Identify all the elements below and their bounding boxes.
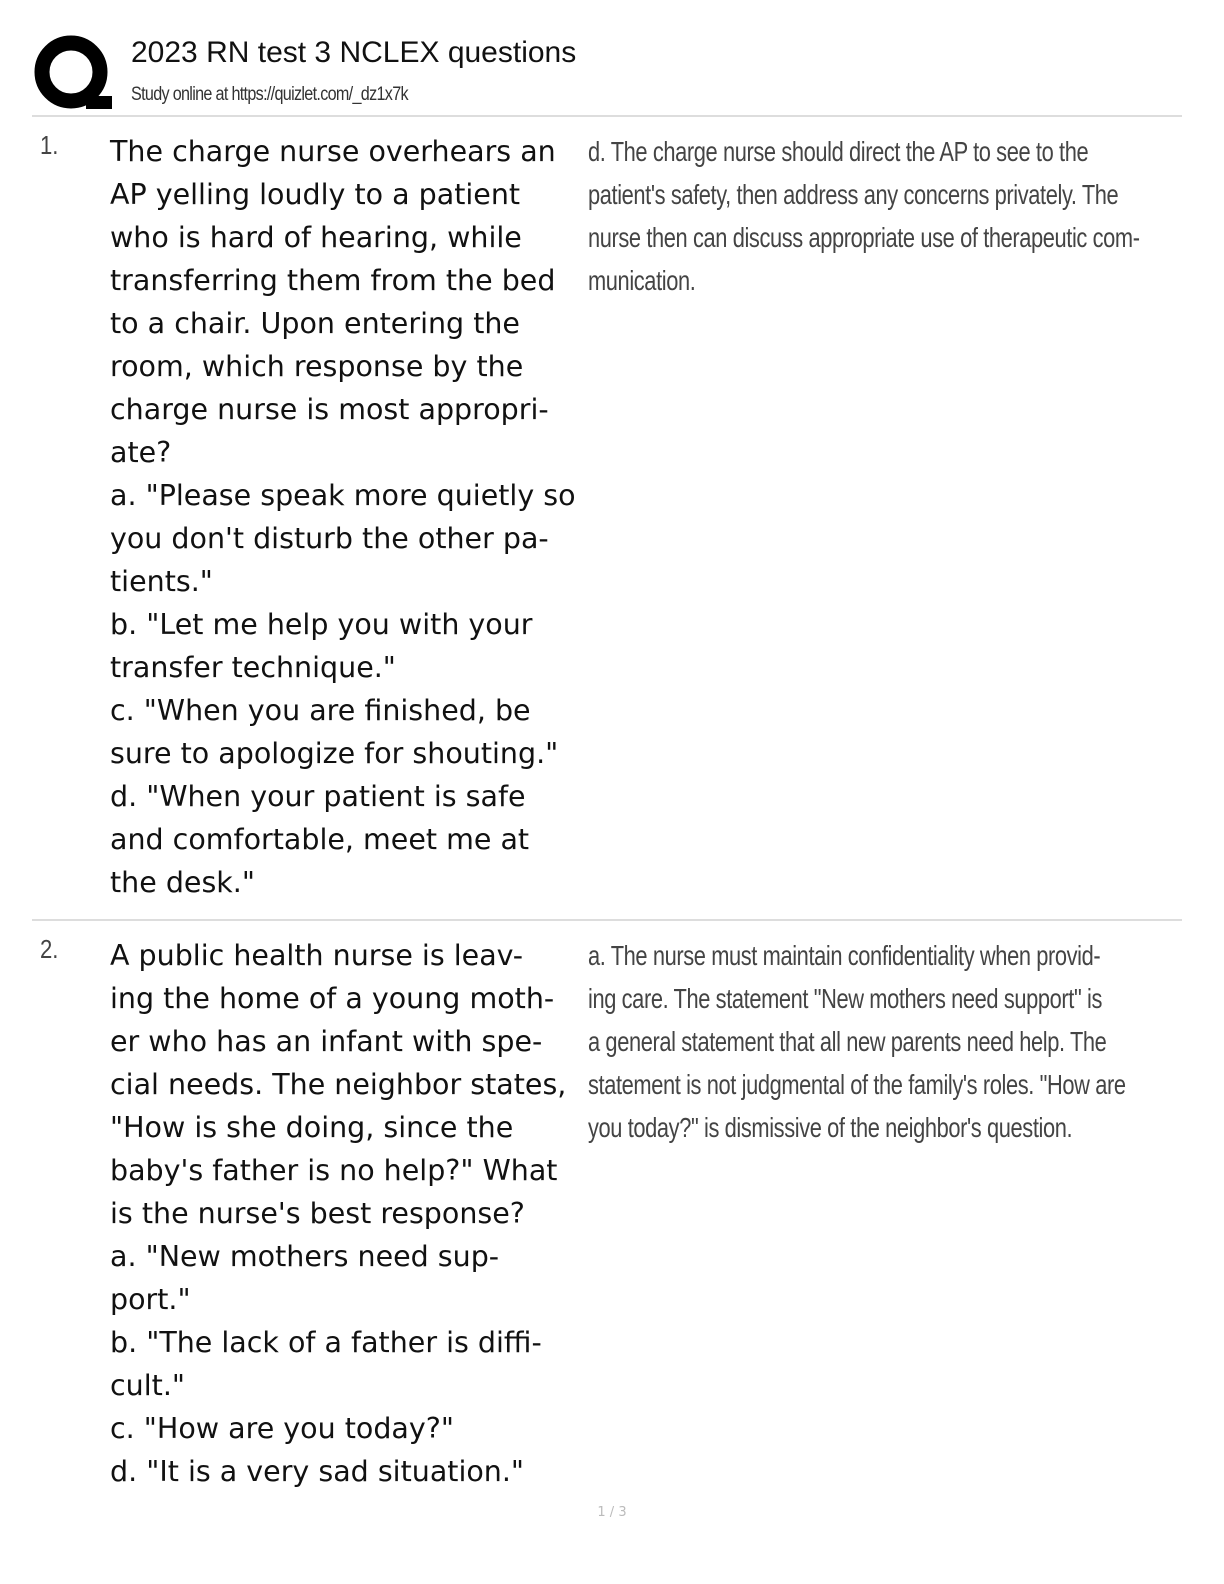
card-number: 2. <box>40 934 59 964</box>
document-title: 2023 RN test 3 NCLEX questions <box>131 36 577 69</box>
card-answer: a. The nurse must maintain confidentiality when provid- ing care. The statement "New mothers need support" is a general statement that all new parents need help. The statement is not judgmental of the family's roles. "How are you today?" is dismissive of the neighbor's question. <box>588 940 1126 1143</box>
card-question: The charge nurse overhears an AP yelling loudly to a patient who is hard of hearing, while transferring them from the bed to a chair. Upon entering the room, which response by the charge nurse is most appropri- ate? a. "Please speak more quietly so you don't disturb the other pa- tients." b. "Let me help you with your transfer technique." c. "When you are finished, be sure to apologize for shouting." d. "When your patient is safe and comfortable, meet me at the desk." <box>110 135 576 899</box>
card-number: 1. <box>40 130 59 160</box>
quizlet-logo <box>34 34 112 112</box>
divider <box>32 115 1182 117</box>
study-link[interactable]: Study online at https://quizlet.com/_dz1x7k <box>131 84 408 105</box>
divider <box>32 919 1182 921</box>
card-question: A public health nurse is leav- ing the home of a young moth- er who has an infant with spe- cial needs. The neighbor states, "How is she doing, since the baby's father is no help?" What is the nurse's best response? a. "New mothers need sup- port." b. "The lack of a father is diffi- cult." c. "How are you today?" d. "It is a very sad situation." <box>110 939 567 1488</box>
page-number: 1 / 3 <box>597 1505 627 1520</box>
card-answer: d. The charge nurse should direct the AP to see to the patient's safety, then address any concerns privately. The nurse then can discuss appropriate use of therapeutic com- munication. <box>588 136 1140 296</box>
